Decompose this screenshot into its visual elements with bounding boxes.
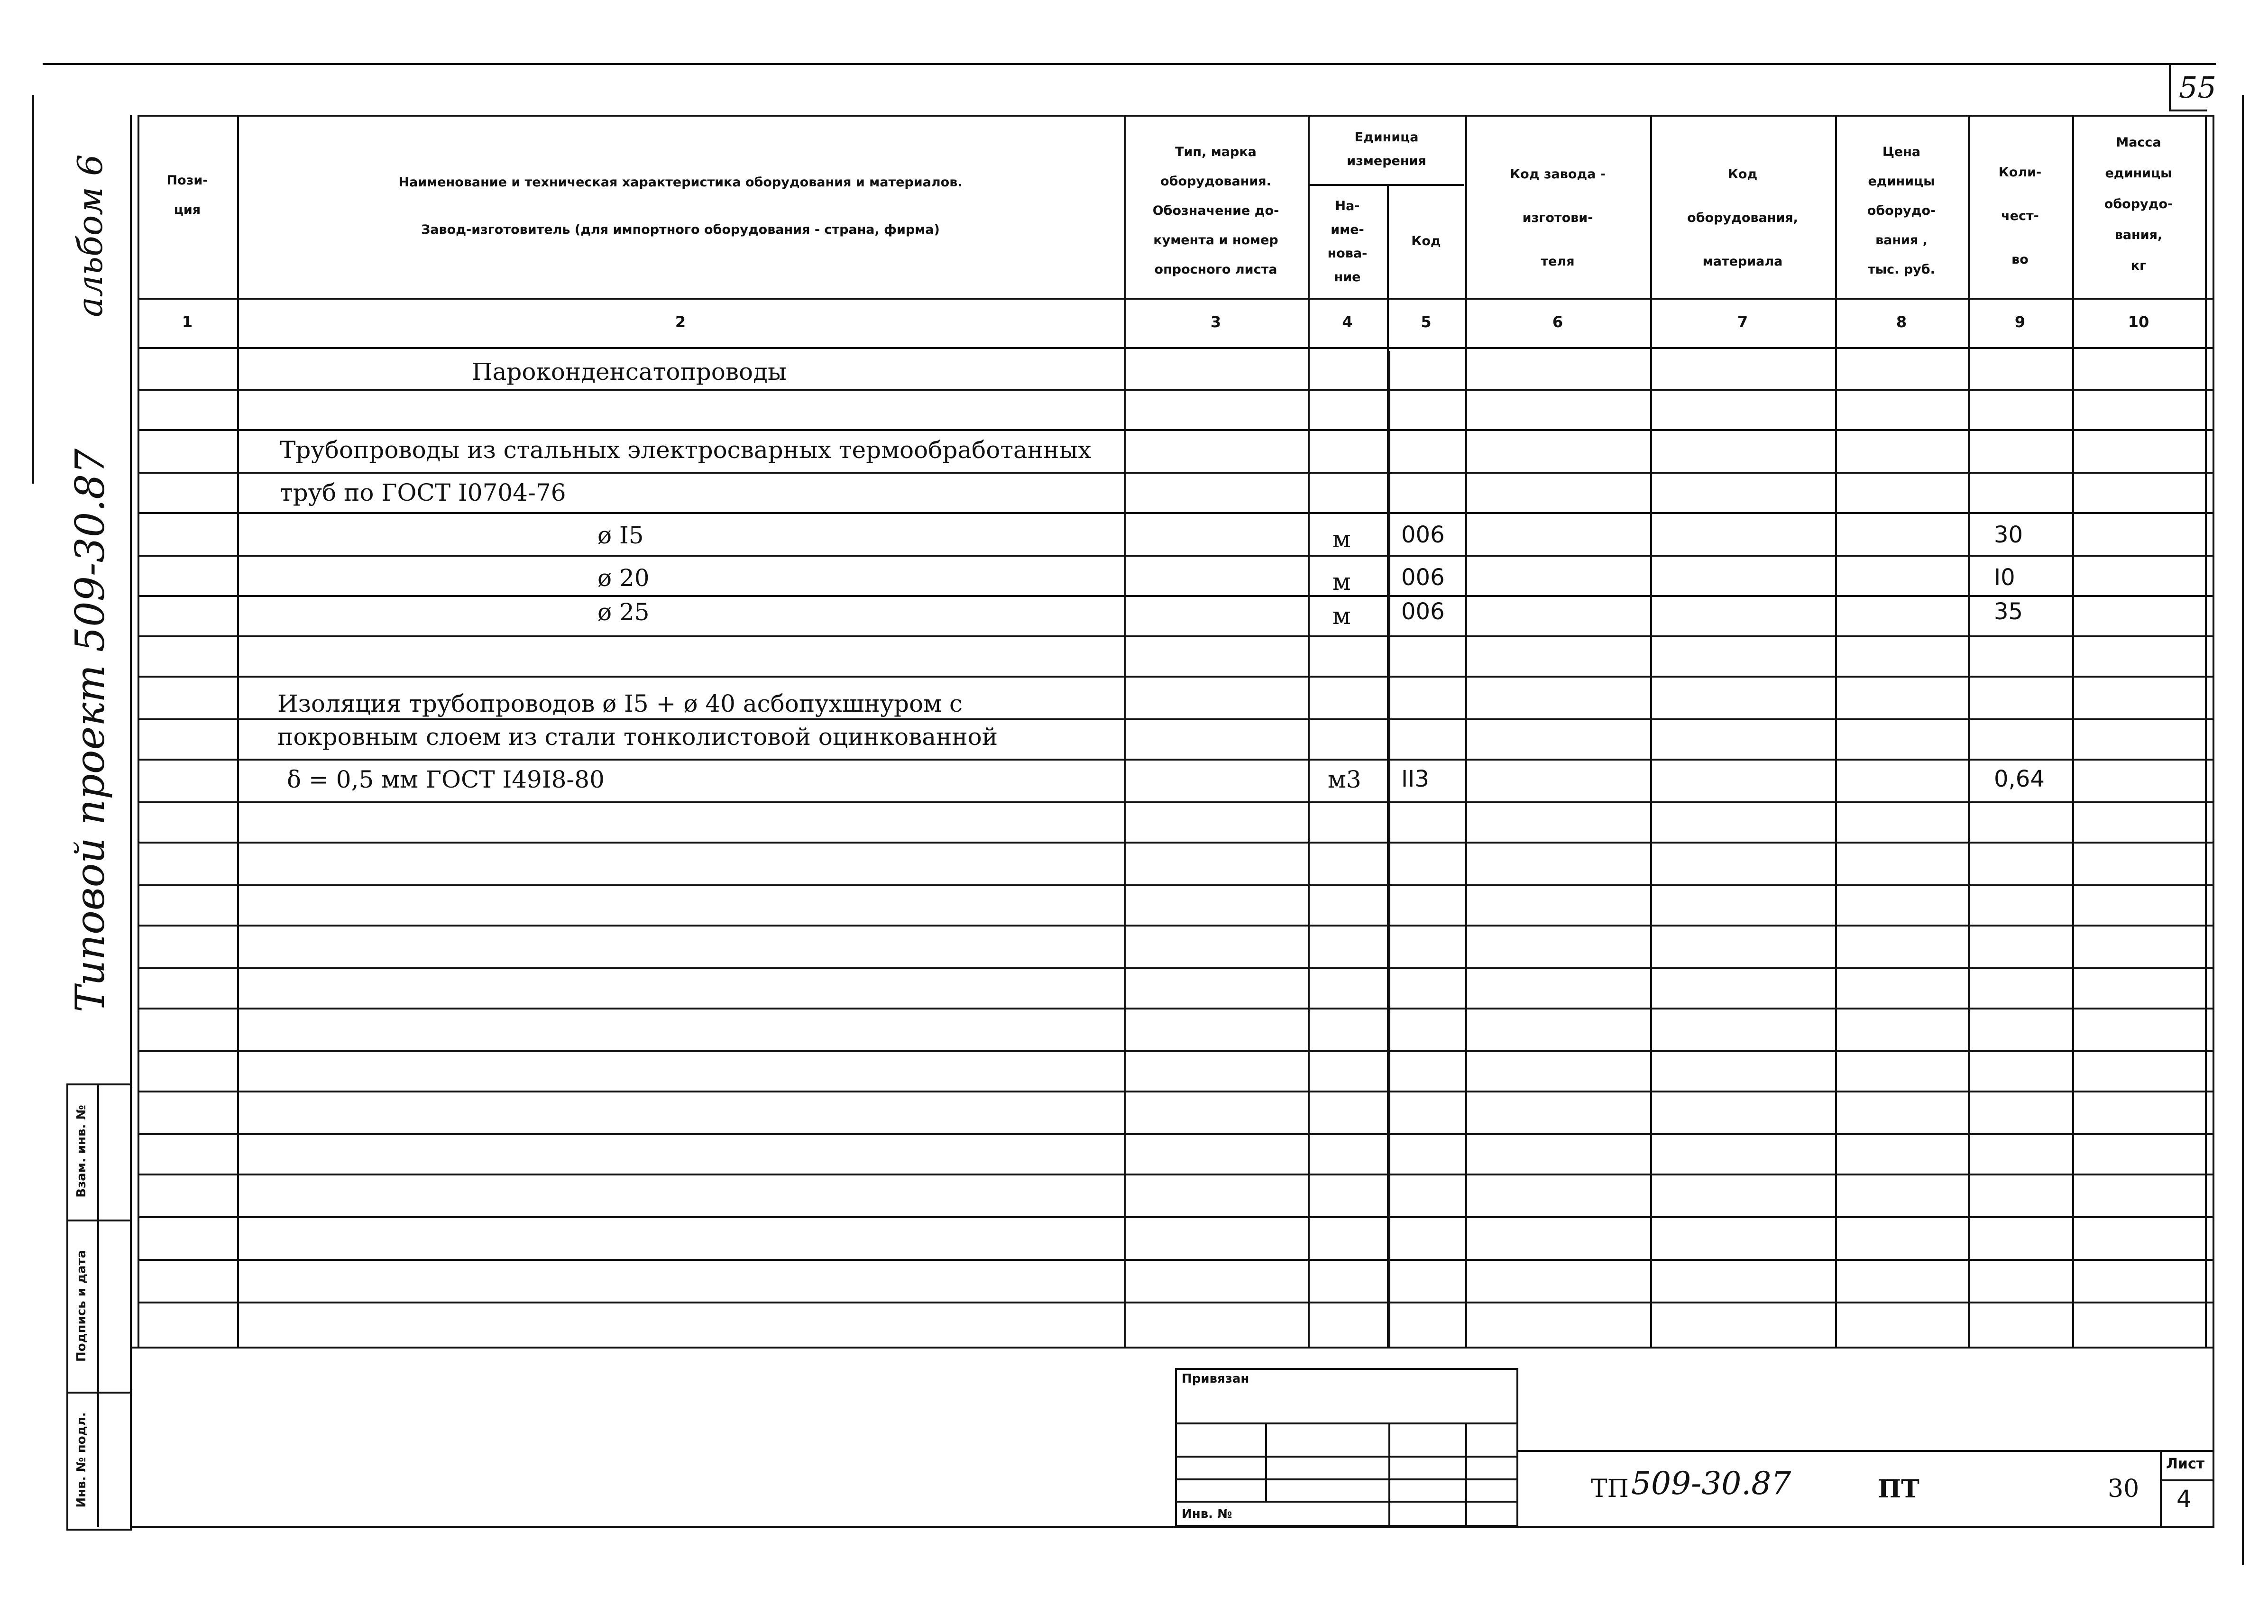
row-name: Изоляция трубопроводов ø I5 + ø 40 асбопухшнуром с [277,690,963,717]
unit-group-header: Единица измерения [1347,130,1426,168]
row-unit: м [1332,525,1351,553]
col9-header: Коли- чест- во [1998,165,2042,267]
page-number: 55 [2179,70,2216,105]
right-border [2242,95,2244,1565]
privyazan-col [1265,1422,1267,1501]
unit-group-sep [1308,184,1464,186]
row-name: δ = 0,5 мм ГОСТ I49I8-80 [287,766,605,793]
inv-no-label: Инв. № [1182,1507,1232,1521]
sheet-number: 4 [2176,1485,2192,1513]
col8-header: Цена единицы оборудо- вания , тыс. руб. [1867,145,1936,277]
col1-header: Пози- ция [166,173,208,217]
stamp-vzam-inv: Взам. инв. № [74,1105,89,1198]
sheet-box-sep [2160,1479,2214,1481]
row-line [138,1174,2213,1175]
row-line [138,1091,2213,1092]
margin-stamp-divider [97,1083,99,1527]
col-number: 9 [2014,313,2026,331]
frame-right [2213,115,2214,1527]
sheet-label: Лист [2166,1456,2205,1472]
col-number: 3 [1210,313,1221,331]
col-border [1835,115,1837,1348]
table-bottom-border [130,1347,2214,1349]
left-margin-line [32,95,34,484]
col-border [2072,115,2074,1348]
col6-header: Код завода - изготови- теля [1510,167,1606,269]
col-border [1465,115,1467,1348]
row-line [138,967,2213,969]
row-name: ø I5 [597,522,644,549]
row-line [138,1008,2213,1009]
sheet-box-left [2160,1450,2162,1527]
row-line [138,512,2213,514]
col-border [1968,115,1970,1348]
col-number: 8 [1896,313,1907,331]
stamp-signature-date: Подпись и дата [74,1249,89,1362]
col-border [237,115,239,1348]
privyazan-label: Привязан [1182,1372,1249,1386]
col-border [1650,115,1652,1348]
col-border [2205,115,2207,1348]
col7-header: Код оборудования, материала [1687,167,1798,269]
row-unit: м [1332,602,1351,630]
row-line [138,801,2213,803]
row-name: Пароконденсатопроводы [472,358,787,385]
col-number: 1 [182,313,193,331]
privyazan-col [1388,1422,1390,1527]
col-number: 5 [1421,313,1432,331]
row-line [138,389,2213,391]
stamp-inv-podl: Инв. № подл. [74,1412,89,1508]
table-top-border [138,115,2213,117]
row-name: труб по ГОСТ I0704-76 [280,479,566,506]
col-border [1308,115,1310,1348]
row-line [138,1050,2213,1052]
row-code: 006 [1401,522,1445,548]
row-qty: 35 [1994,598,2023,625]
row-line [138,1259,2213,1261]
col3-header: Тип, марка оборудования. Обозначение до- кумента и номер опросного листа [1152,145,1279,277]
row-line [138,1302,2213,1303]
row-line [138,635,2213,637]
row-line [138,595,2213,597]
album-label: альбом 6 [70,154,110,317]
col10-header: Масса единицы оборудо- вания, кг [2104,135,2173,273]
top-border [43,63,2216,65]
col2-header: Наименование и техническая характеристика оборудования и материалов. Завод-изготовитель (для импортного оборудования - страна, фирма) [398,175,963,237]
col-number: 6 [1552,313,1563,331]
row-name: покровным слоем из стали тонколистовой оцинкованной [277,723,998,751]
row-line [138,429,2213,431]
row-unit: м [1332,568,1351,596]
titleblock-top [1518,1450,2214,1452]
col-border [1124,115,1126,1348]
col-border [138,115,139,1348]
row-line [138,676,2213,678]
row-line [138,718,2213,720]
row-line [138,1216,2213,1218]
doc-type: ПТ [1878,1475,1919,1504]
row-code: 006 [1401,564,1445,591]
colnum-bottom [138,347,2213,349]
row-line [138,472,2213,474]
doc-prefix: ТП [1591,1475,1629,1503]
row-name: ø 20 [597,564,650,592]
col-number: 4 [1342,313,1353,331]
row-line [138,1133,2213,1135]
col5-header: Код [1411,234,1441,248]
margin-stamp-sep [66,1220,130,1221]
row-name: Трубопроводы из стальных электросварных термообработанных [280,436,1092,464]
row-line [138,555,2213,557]
sheet-code: 30 [2108,1475,2139,1503]
row-code: II3 [1401,766,1429,792]
col-number: 10 [2128,313,2149,331]
col-number: 7 [1737,313,1748,331]
privyazan-col [1465,1422,1467,1527]
page-number-frame [2169,63,2171,110]
page-number-frame-bottom [2169,110,2207,111]
col-number: 2 [675,313,686,331]
row-line [138,842,2213,844]
row-qty: 0,64 [1994,766,2045,792]
doc-number: 509-30.87 [1631,1465,1791,1502]
frame-bottom [130,1526,2214,1528]
col4-header: На- име- нова- ние [1327,199,1368,284]
row-line [138,759,2213,761]
row-line [138,925,2213,927]
row-qty: 30 [1994,522,2023,548]
row-unit: м3 [1328,766,1361,793]
header-bottom [138,298,2213,300]
project-label: Типовой проект 509-30.87 [67,449,113,1012]
row-code: 006 [1401,598,1445,625]
col-border-thick [1387,351,1390,1347]
row-name: ø 25 [597,598,650,626]
frame-left [130,115,132,1528]
row-line [138,884,2213,886]
row-qty: I0 [1994,564,2015,591]
